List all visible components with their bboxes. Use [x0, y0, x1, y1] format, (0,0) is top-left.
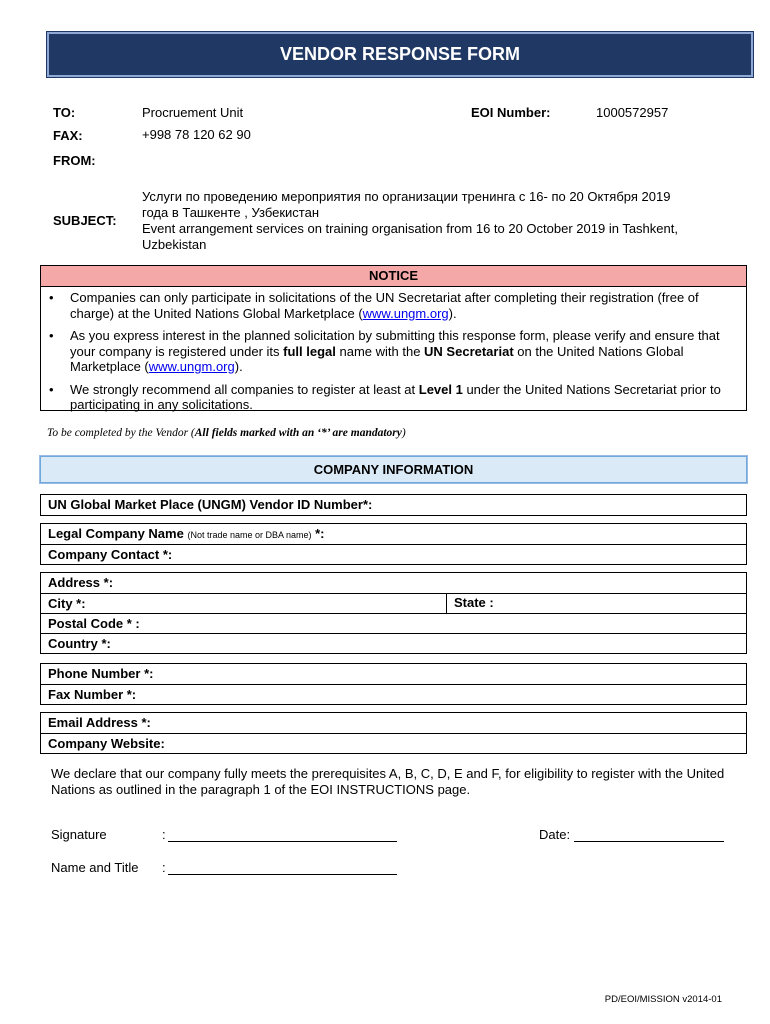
subject-line-en-2: Uzbekistan: [142, 237, 207, 252]
notice-item-legal-name: • As you express interest in the planned solicitation by submitting this response form, please verify and ensure that your company is registered under its full legal name with the UN Secretariat on the United Nations Global Marketplace (www.ungm.org).: [49, 328, 738, 375]
eoi-number-value: 1000572957: [596, 105, 669, 120]
subject-line-ru-2: года в Ташкенте , Узбекистан: [142, 205, 320, 220]
company-website-field[interactable]: Company Website:: [41, 733, 746, 753]
notice-item-registration: • Companies can only participate in solicitations of the UN Secretariat after completing their registration (free of charge) at the United Nations Global Marketplace (www.ungm.org).: [49, 290, 738, 321]
country-field[interactable]: Country *:: [41, 633, 746, 653]
phone-number-field[interactable]: Phone Number *:: [48, 666, 154, 681]
declaration-text: We declare that our company fully meets the prerequisites A, B, C, D, E and F, for eligibility to register with the United Nations as outlined in the paragraph 1 of the EOI INSTRUCTIONS page.: [51, 766, 725, 797]
fax-value: +998 78 120 62 90: [142, 127, 251, 142]
date-line[interactable]: [574, 841, 724, 842]
ungm-link[interactable]: www.ungm.org: [148, 359, 235, 374]
form-title: VENDOR RESPONSE FORM: [279, 44, 521, 64]
company-name-box: [40, 523, 747, 565]
fax-number-field[interactable]: Fax Number *:: [41, 684, 746, 704]
name-title-label: Name and Title: [51, 860, 139, 875]
from-label: FROM:: [53, 153, 96, 168]
vendor-instruction-note: To be completed by the Vendor (All fields marked with an ‘*’ are mandatory): [47, 427, 406, 439]
name-title-line[interactable]: [168, 874, 397, 875]
company-contact-field[interactable]: Company Contact *:: [41, 544, 746, 564]
subject-line-en-1: Event arrangement services on training organisation from 16 to 20 October 2019 in Tashkent,: [142, 221, 678, 236]
address-field[interactable]: Address *:: [48, 575, 114, 590]
signature-line[interactable]: [168, 841, 397, 842]
notice-title: NOTICE: [41, 266, 746, 287]
signature-colon: :: [162, 827, 166, 842]
phone-box: [40, 663, 747, 705]
ungm-vendor-id-field[interactable]: UN Global Market Place (UNGM) Vendor ID Number*:: [48, 497, 373, 512]
state-field[interactable]: State :: [446, 593, 494, 614]
eoi-number-label: EOI Number:: [471, 105, 551, 120]
to-value: Procruement Unit: [142, 105, 244, 120]
ungm-id-box: [40, 494, 747, 516]
company-information-header: COMPANY INFORMATION: [40, 456, 747, 483]
city-field[interactable]: City *: State :: [41, 593, 746, 613]
version-footer: PD/EOI/MISSION v2014-01: [604, 994, 722, 1005]
signature-label: Signature: [51, 827, 107, 842]
subject-line-ru-1: Услуги по проведению мероприятия по организации тренинга с 16- по 20 Октября 2019: [142, 189, 671, 204]
legal-company-name-field[interactable]: Legal Company Name (Not trade name or DBA name) *:: [48, 526, 325, 541]
date-label: Date:: [539, 827, 571, 842]
fax-label: FAX:: [53, 128, 83, 143]
name-title-colon: :: [162, 860, 166, 875]
form-title-banner: [47, 32, 753, 77]
address-box: [40, 572, 747, 654]
notice-box: [40, 265, 747, 411]
subject-label: SUBJECT:: [53, 213, 117, 228]
ungm-link[interactable]: www.ungm.org: [362, 305, 449, 321]
postal-code-field[interactable]: Postal Code * :: [41, 613, 746, 633]
email-box: [40, 712, 747, 754]
notice-item-level: • We strongly recommend all companies to register at least at Level 1 under the United Nations Secretariat prior to participating in any solicitations.: [49, 382, 738, 413]
to-label: TO:: [53, 105, 76, 120]
email-address-field[interactable]: Email Address *:: [48, 715, 151, 730]
notice-list: [41, 287, 746, 413]
subject-text: [142, 189, 742, 253]
